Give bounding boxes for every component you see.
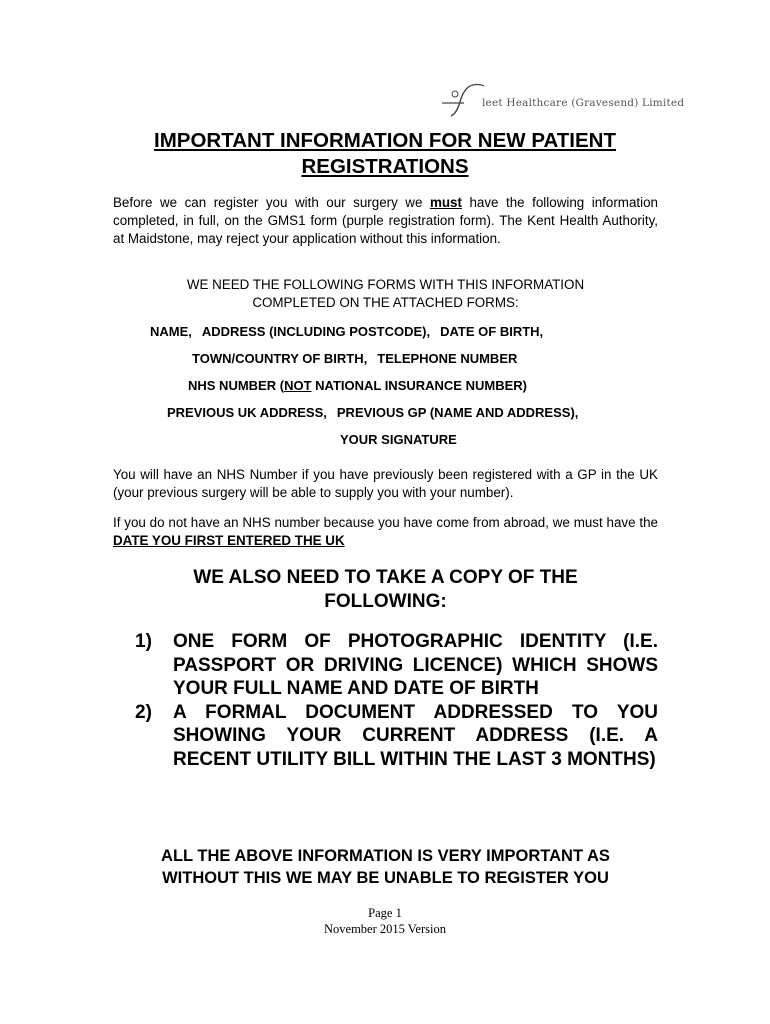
required-fields-row-4 (167, 404, 712, 422)
title-line-1: IMPORTANT INFORMATION FOR NEW PATIENT (154, 129, 616, 152)
field-birthplace: TOWN/COUNTRY OF BIRTH, (192, 351, 368, 366)
warning-notice (113, 845, 658, 889)
intro-paragraph (113, 194, 658, 248)
forms-notice-line-1: WE NEED THE FOLLOWING FORMS WITH THIS INFORMATION (186, 277, 585, 292)
copy-heading-line-2: FOLLOWING: (324, 591, 447, 612)
list-item-text: A FORMAL DOCUMENT ADDRESSED TO YOU SHOWING YOUR CURRENT ADDRESS (I.E. A RECENT UTILITY BILL WITHIN THE LAST 3 MONTHS) (173, 701, 658, 770)
nhs-number-note: You will have an NHS Number if you have previously been registered with a GP in the UK (your previous surgery will be able to supply you with your number). (113, 467, 658, 500)
abroad-note (113, 514, 658, 550)
copy-heading (113, 566, 658, 614)
intro-must: must (429, 195, 462, 210)
page-number: Page 1 (368, 906, 402, 920)
required-fields-row-3 (188, 377, 733, 395)
field-name: NAME, (150, 324, 192, 339)
list-item (113, 630, 658, 701)
forms-notice-line-2: COMPLETED ON THE ATTACHED FORMS: (252, 295, 519, 310)
field-previous-gp: PREVIOUS GP (NAME AND ADDRESS), (336, 405, 579, 420)
field-previous-address: PREVIOUS UK ADDRESS, (167, 405, 327, 420)
field-dob: DATE OF BIRTH, (440, 324, 544, 339)
list-item-number: 2) (135, 701, 152, 723)
intro-before: Before we can register you with our surgery we (113, 195, 430, 210)
company-logo (440, 82, 690, 118)
field-telephone: TELEPHONE NUMBER (377, 351, 518, 366)
warning-line-1: ALL THE ABOVE INFORMATION IS VERY IMPORTANT AS (161, 847, 610, 865)
field-nhs-after: NATIONAL INSURANCE NUMBER) (311, 378, 527, 393)
copy-heading-line-1: WE ALSO NEED TO TAKE A COPY OF THE (193, 567, 578, 588)
logo-text: leet Healthcare (Gravesend) Limited (482, 97, 685, 109)
required-fields-row-2 (192, 350, 737, 368)
field-nhs-before: NHS NUMBER ( (188, 378, 285, 393)
page-title (112, 128, 658, 180)
field-signature: YOUR SIGNATURE (340, 432, 457, 447)
warning-line-2: WITHOUT THIS WE MAY BE UNABLE TO REGISTER YOU (162, 869, 609, 887)
field-address: ADDRESS (INCLUDING POSTCODE), (201, 324, 431, 339)
forms-notice (113, 276, 658, 312)
page-footer (235, 905, 535, 937)
intro-after: have the following information completed, in full, on the GMS1 form (purple registration form). The Kent Health Authority, at Maidstone, may reject your application without this information. (113, 195, 658, 246)
list-item-text: ONE FORM OF PHOTOGRAPHIC IDENTITY (I.E. PASSPORT OR DRIVING LICENCE) WHICH SHOWS YOUR FULL NAME AND DATE OF BIRTH (173, 631, 658, 699)
copy-requirements-list (113, 630, 658, 771)
title-line-2: REGISTRATIONS (301, 155, 469, 178)
abroad-note-text: If you do not have an NHS number because you have come from abroad, we must have the (113, 515, 658, 530)
list-item (113, 701, 658, 772)
required-fields-row-1 (150, 323, 695, 341)
abroad-note-emphasis: DATE YOU FIRST ENTERED THE UK (113, 533, 345, 548)
version-text: November 2015 Version (324, 922, 446, 936)
field-nhs-not: NOT (284, 378, 312, 393)
list-item-number: 1) (135, 631, 152, 652)
